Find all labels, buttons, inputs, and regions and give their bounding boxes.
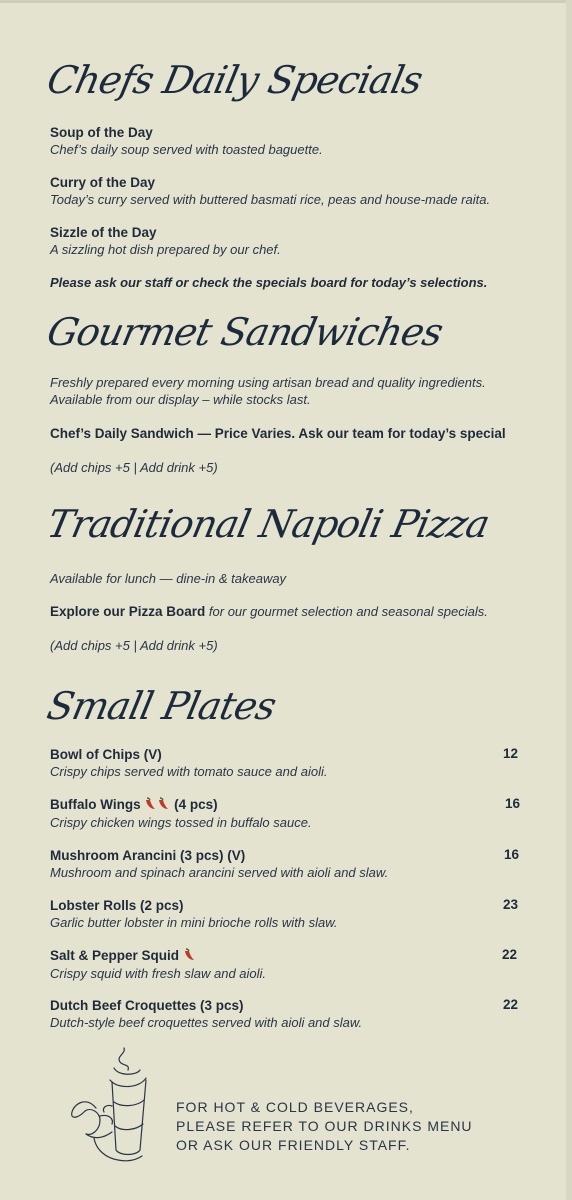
drink-cup-illustration [66,1046,166,1166]
item-name-suffix: (4 pcs) [170,797,218,812]
item-price: 23 [502,897,518,912]
item-price: 16 [503,847,519,862]
chili-pepper-icon [183,948,196,965]
small-plate-lobster [50,897,518,931]
sandwiches-addons: (Add chips +5 | Add drink +5) [50,460,218,475]
pizza-heading: Traditional Napoli Pizza [43,502,493,546]
footer-line: OR ASK OUR FRIENDLY STAFF. [176,1137,411,1153]
footer-line: FOR HOT & COLD BEVERAGES, [176,1099,414,1115]
item-desc: Crispy chicken wings tossed in buffalo sauce. [50,815,312,830]
item-price: 22 [501,947,517,962]
item-name: Salt & Pepper Squid [50,948,180,963]
right-edge [566,0,572,1200]
top-edge [0,0,572,3]
item-desc: A sizzling hot dish prepared by our chef. [50,242,281,257]
item-name: Buffalo Wings [50,797,141,812]
item-desc: Garlic butter lobster in mini brioche rolls with slaw. [50,915,338,930]
sandwiches-intro [50,374,540,408]
item-price: 22 [502,997,518,1012]
item-name: Soup of the Day [50,125,153,140]
specials-heading: Chefs Daily Specials [43,58,426,102]
small-plate-wings [50,796,520,831]
small-plates-heading: Small Plates [43,684,280,728]
item-desc: Crispy squid with fresh slaw and aioli. [50,966,267,981]
drinks-footer-note [176,1098,473,1155]
pizza-board-label: Explore our Pizza Board [50,604,206,619]
pizza-board-desc: for our gourmet selection and seasonal specials. [205,604,488,619]
item-name: Bowl of Chips (V) [50,747,162,762]
specials-item-sizzle [50,224,540,258]
chili-pepper-icon [157,797,170,814]
intro-line: Available from our display – while stocks last. [50,392,311,407]
specials-item-soup [50,124,540,158]
item-desc: Crispy chips served with tomato sauce and aioli. [50,764,328,779]
item-desc: Today’s curry served with buttered basmati rice, peas and house-made raita. [50,192,491,207]
item-desc: Dutch-style beef croquettes served with aioli and slaw. [50,1015,363,1030]
specials-item-curry [50,174,540,208]
item-name: Curry of the Day [50,175,156,190]
small-plate-chips [50,746,518,780]
pizza-explore [50,603,540,620]
item-name: Dutch Beef Croquettes (3 pcs) [50,998,244,1013]
pizza-addons: (Add chips +5 | Add drink +5) [50,638,218,653]
item-name-row [50,947,517,965]
item-name: Lobster Rolls (2 pcs) [50,898,184,913]
item-desc: Mushroom and spinach arancini served with aioli and slaw. [50,865,389,880]
item-name-row [50,796,520,814]
item-price: 12 [502,746,518,761]
item-price: 16 [504,796,520,811]
daily-sandwich: Chef’s Daily Sandwich — Price Varies. Ask our team for today’s special [50,426,506,441]
specials-note: Please ask our staff or check the specials board for today’s selections. [50,275,488,290]
small-plate-croquettes [50,997,518,1031]
pizza-availability: Available for lunch — dine-in & takeaway [50,571,287,586]
small-plate-arancini [50,847,519,881]
item-name: Sizzle of the Day [50,225,157,240]
sandwiches-heading: Gourmet Sandwiches [43,310,447,354]
small-plate-squid [50,947,517,982]
item-desc: Chef’s daily soup served with toasted baguette. [50,142,323,157]
chili-pepper-icon [144,797,157,814]
intro-line: Freshly prepared every morning using artisan bread and quality ingredients. [50,375,486,390]
footer-line: PLEASE REFER TO OUR DRINKS MENU [176,1118,473,1134]
item-name: Mushroom Arancini (3 pcs) (V) [50,848,246,863]
